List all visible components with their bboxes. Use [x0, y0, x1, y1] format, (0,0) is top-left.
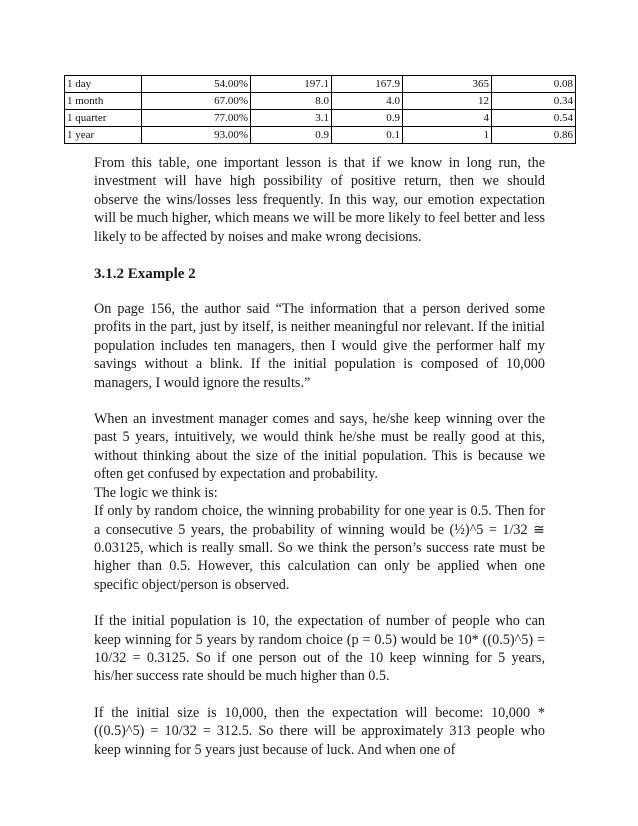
table-cell: 3.1 [251, 110, 332, 127]
paragraph-intuition: When an investment manager comes and says, he/she keep winning over the past 5 years, intuitively, we would think he/she must be really good at this, without thinking about the size of the initial population. This is because we often get confused by expectation and probability. [94, 411, 545, 483]
table-row [65, 127, 576, 144]
table-cell: 4.0 [332, 93, 403, 110]
table-cell: 93.00% [142, 127, 251, 144]
table-cell: 54.00% [142, 76, 251, 93]
paragraph-quote: On page 156, the author said “The information that a person derived some profits in the part, just by itself, is neither meaningful nor relevant. If the initial population includes ten managers, then I would give the performer half my savings without a blink. If the initial population is composed of 10,000 managers, I would ignore the results.” [94, 301, 545, 391]
table-row [65, 93, 576, 110]
results-table [64, 75, 576, 144]
section-heading: 3.1.2 Example 2 [94, 266, 196, 283]
table-cell: 1 [403, 127, 492, 144]
table-cell: 0.54 [492, 110, 576, 127]
table-cell: 12 [403, 93, 492, 110]
table-cell: 0.08 [492, 76, 576, 93]
table-cell: 1 quarter [65, 110, 142, 127]
table-cell: 0.9 [251, 127, 332, 144]
table-cell: 0.1 [332, 127, 403, 144]
table-cell: 1 year [65, 127, 142, 144]
table-cell: 77.00% [142, 110, 251, 127]
table-cell: 4 [403, 110, 492, 127]
table-cell: 0.34 [492, 93, 576, 110]
table-cell: 0.9 [332, 110, 403, 127]
paragraph-population-10000: If the initial size is 10,000, then the expectation will become: 10,000 * ((0.5)^5) = 10/32 = 312.5. So there will be approximately 313 people who keep winning for 5 years just because of luck. And when one of [94, 704, 545, 758]
paragraph-population-10: If the initial population is 10, the expectation of number of people who can keep winning for 5 years by random choice (p = 0.5) would be 10* ((0.5)^5) = 10/32 = 0.3125. So if one person out of the 10 keep winning for 5 years, his/her success rate should be much higher than 0.5. [94, 613, 545, 685]
table-cell: 8.0 [251, 93, 332, 110]
table-cell: 167.9 [332, 76, 403, 93]
table-cell: 0.86 [492, 127, 576, 144]
paragraph-random-choice: If only by random choice, the winning probability for one year is 0.5. Then for a consecutive 5 years, the probability of winning would be (½)^5 = 1/32 ≅ 0.03125, which is really small. So we think the person’s success rate must be higher than 0.5. However, this calculation can only be applied when one specific object/person is observed. [94, 503, 545, 593]
table-cell: 67.00% [142, 93, 251, 110]
paragraph-logic-intro: The logic we think is: [94, 484, 218, 501]
table-cell: 1 month [65, 93, 142, 110]
paragraph-table-lesson: From this table, one important lesson is that if we know in long run, the investment will have high possibility of positive return, then we should observe the wins/losses less frequently. In this way, our emotion expectation will be much higher, which means we will be more likely to feel better and less likely to be affected by noises and make wrong decisions. [94, 155, 545, 245]
table-cell: 365 [403, 76, 492, 93]
table-row [65, 76, 576, 93]
table-cell: 1 day [65, 76, 142, 93]
table-cell: 197.1 [251, 76, 332, 93]
table-row [65, 110, 576, 127]
body-text [94, 154, 545, 777]
